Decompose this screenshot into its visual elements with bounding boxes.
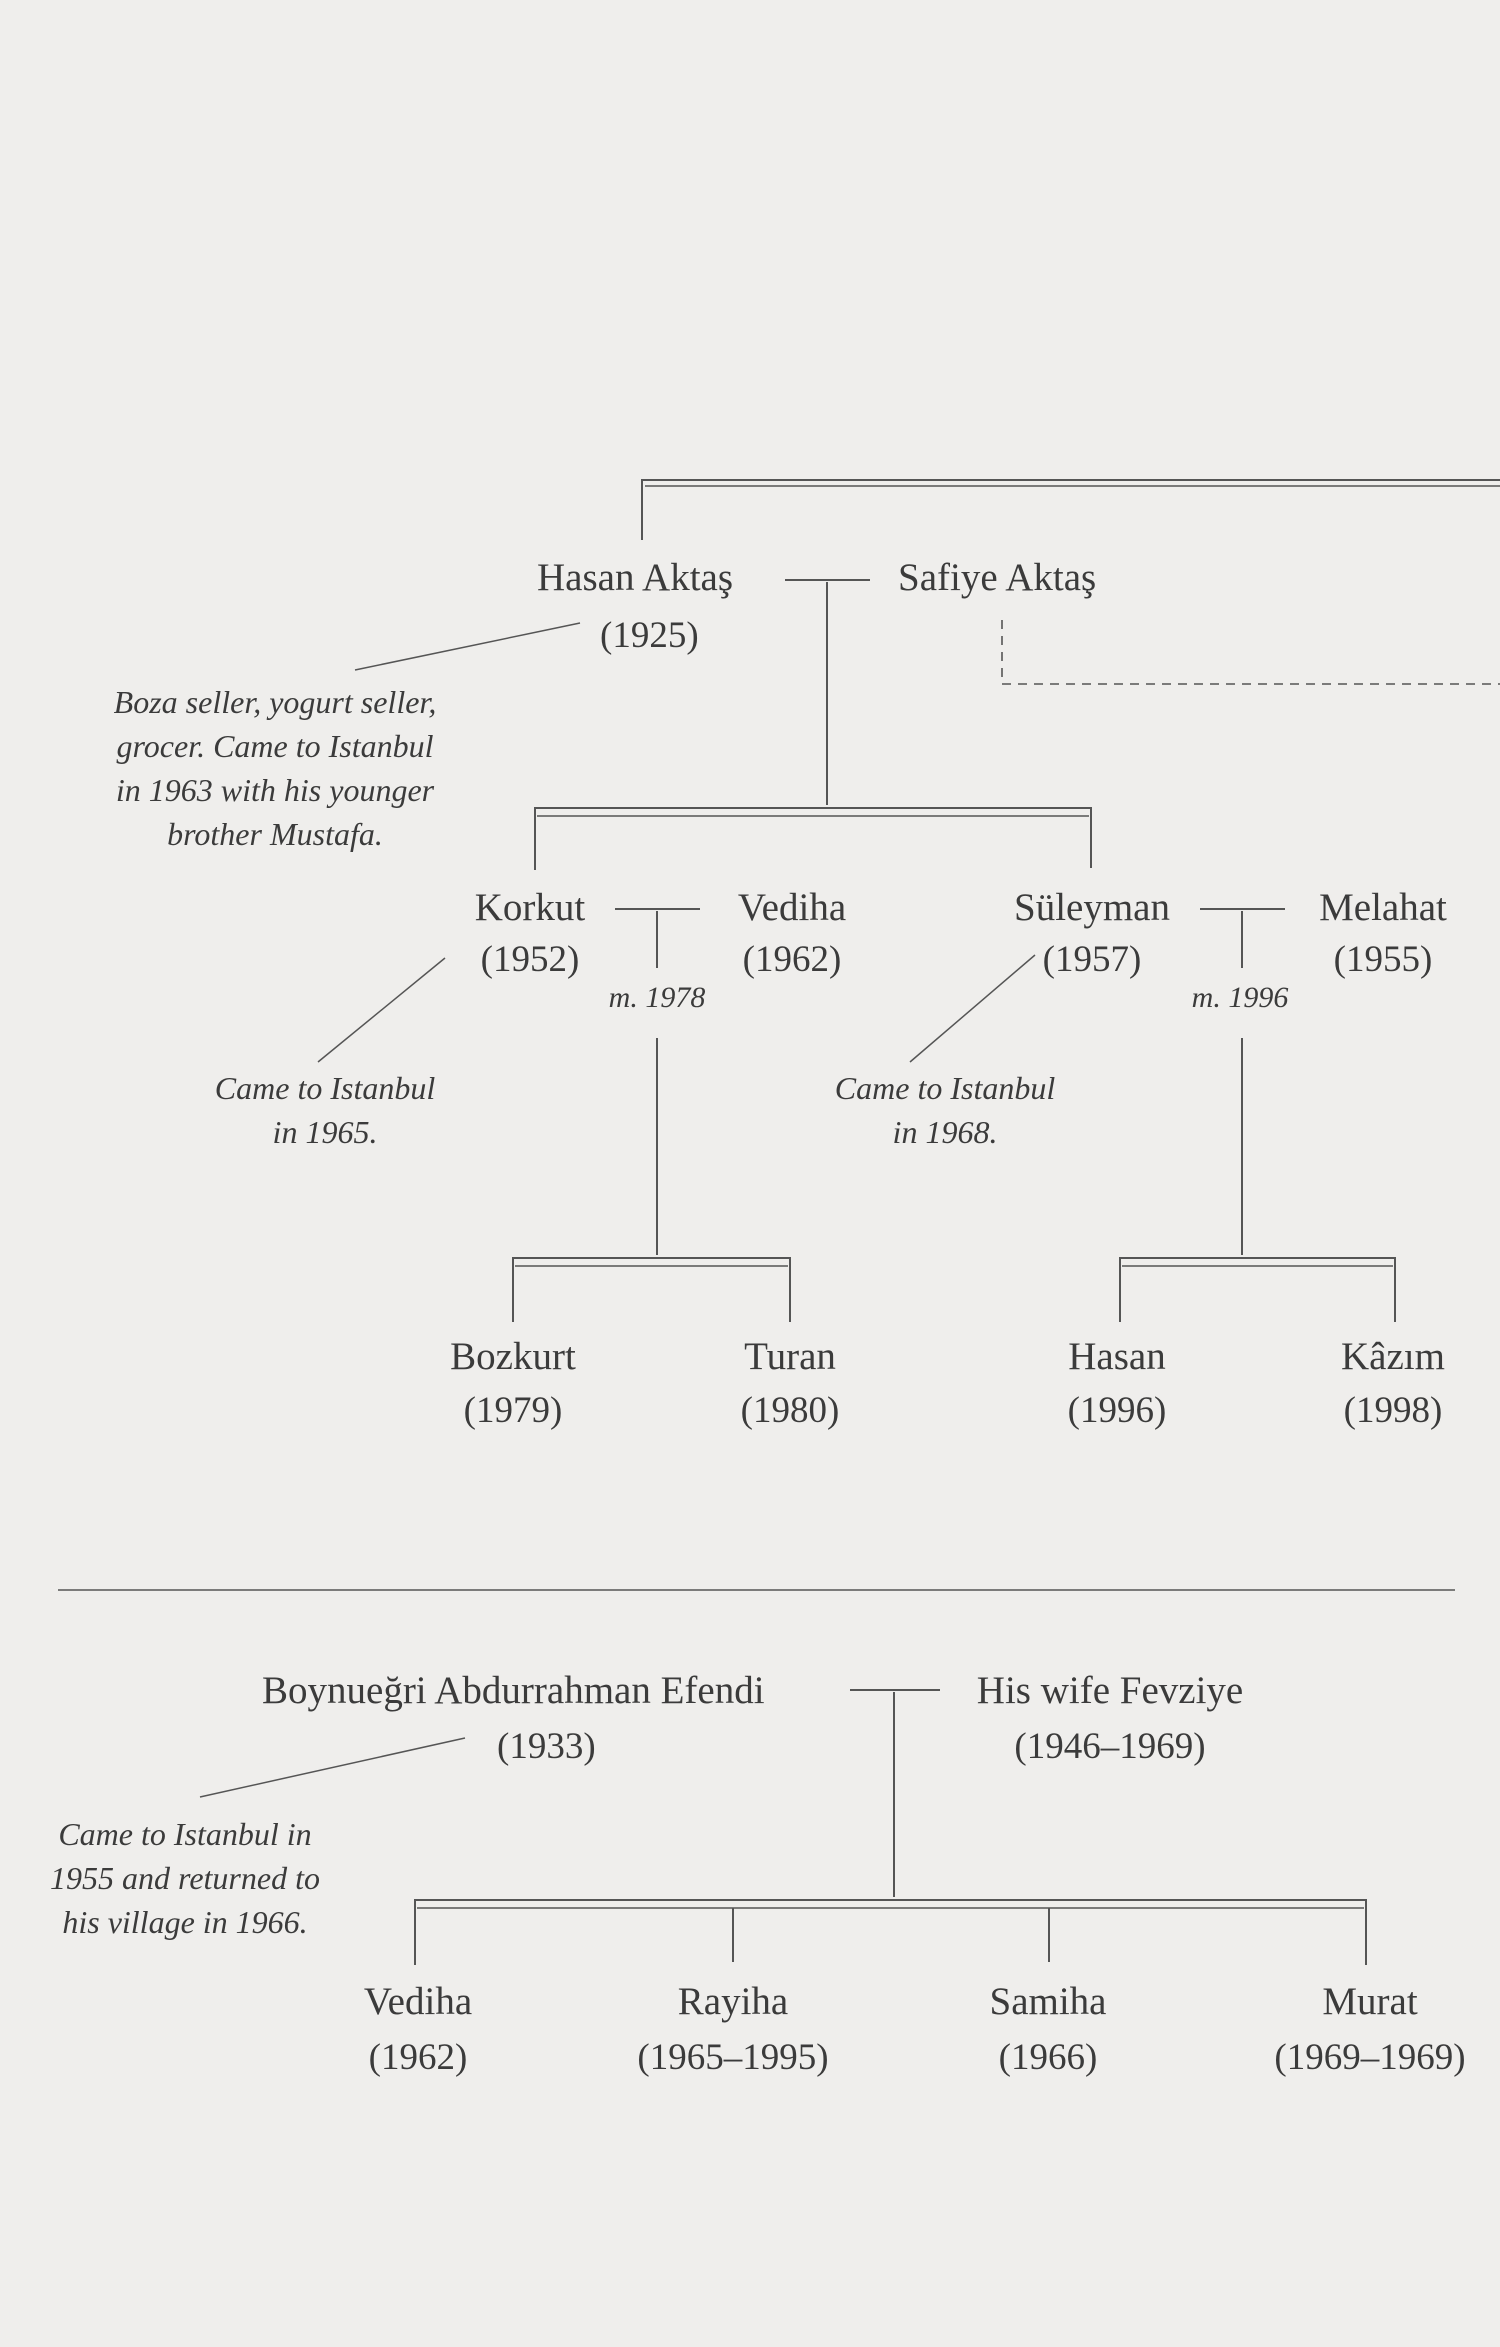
person-years-melahat: (1955) bbox=[1333, 939, 1433, 980]
top-bracket-line bbox=[642, 480, 1500, 540]
person-name-suleyman: Süleyman bbox=[1014, 886, 1170, 929]
person-years-vediha-korkut-spouse: (1962) bbox=[742, 939, 842, 980]
person-name-abdurrahman: Boynueğri Abdurrahman Efendi bbox=[262, 1669, 765, 1712]
person-name-hasan-aktas: Hasan Aktaş bbox=[537, 556, 734, 599]
person-name-samiha: Samiha bbox=[989, 1980, 1107, 2023]
children-bar-korkut bbox=[513, 1258, 790, 1322]
note-leader-abdurrahman bbox=[200, 1738, 465, 1797]
person-name-bozkurt: Bozkurt bbox=[450, 1335, 576, 1378]
person-name-melahat: Melahat bbox=[1319, 886, 1447, 929]
children-bar-suleyman bbox=[1120, 1258, 1395, 1322]
dashed-link-safiye bbox=[1002, 620, 1500, 684]
person-years-abdurrahman: (1933) bbox=[497, 1726, 596, 1767]
note-leader-korkut bbox=[318, 958, 445, 1062]
marriage-label-suleyman: m. 1996 bbox=[1191, 981, 1289, 1014]
note-hasan-aktas: Boza seller, yogurt seller, grocer. Came to Istanbul in 1963 with his younger brother Mustafa. bbox=[113, 684, 437, 852]
person-years-murat: (1969–1969) bbox=[1274, 2037, 1466, 2078]
person-years-kazim: (1998) bbox=[1343, 1390, 1443, 1431]
note-leader-suleyman bbox=[910, 955, 1035, 1062]
person-name-safiye-aktas: Safiye Aktaş bbox=[898, 556, 1097, 599]
person-name-fevziye: His wife Fevziye bbox=[976, 1669, 1244, 1712]
person-years-bozkurt: (1979) bbox=[463, 1390, 563, 1431]
person-name-kazim: Kâzım bbox=[1341, 1335, 1445, 1378]
person-name-vediha-korkut-spouse: Vediha bbox=[737, 886, 847, 929]
children-bar-abdurrahman bbox=[415, 1900, 1366, 1965]
person-years-fevziye: (1946–1969) bbox=[1014, 1726, 1206, 1767]
note-suleyman: Came to Istanbul in 1968. bbox=[834, 1070, 1056, 1150]
person-name-murat: Murat bbox=[1322, 1980, 1418, 2023]
person-years-vediha: (1962) bbox=[368, 2037, 468, 2078]
person-name-vediha: Vediha bbox=[363, 1980, 473, 2023]
person-name-rayiha: Rayiha bbox=[677, 1980, 789, 2023]
person-years-suleyman: (1957) bbox=[1042, 939, 1142, 980]
person-years-rayiha: (1965–1995) bbox=[637, 2037, 829, 2078]
note-abdurrahman: Came to Istanbul in 1955 and returned to his village in 1966. bbox=[50, 1816, 320, 1940]
person-years-samiha: (1966) bbox=[998, 2037, 1098, 2078]
person-name-korkut: Korkut bbox=[474, 886, 586, 929]
children-bar-hasan bbox=[535, 808, 1091, 870]
person-name-turan: Turan bbox=[744, 1335, 836, 1378]
person-years-turan: (1980) bbox=[740, 1390, 840, 1431]
note-leader-hasan bbox=[355, 623, 580, 670]
person-years-hasan-aktas: (1925) bbox=[600, 615, 699, 656]
person-name-hasan-grandson: Hasan bbox=[1068, 1335, 1166, 1378]
note-korkut: Came to Istanbul in 1965. bbox=[214, 1070, 436, 1150]
marriage-label-korkut: m. 1978 bbox=[608, 981, 706, 1014]
person-years-hasan-grandson: (1996) bbox=[1067, 1390, 1167, 1431]
person-years-korkut: (1952) bbox=[480, 939, 580, 980]
